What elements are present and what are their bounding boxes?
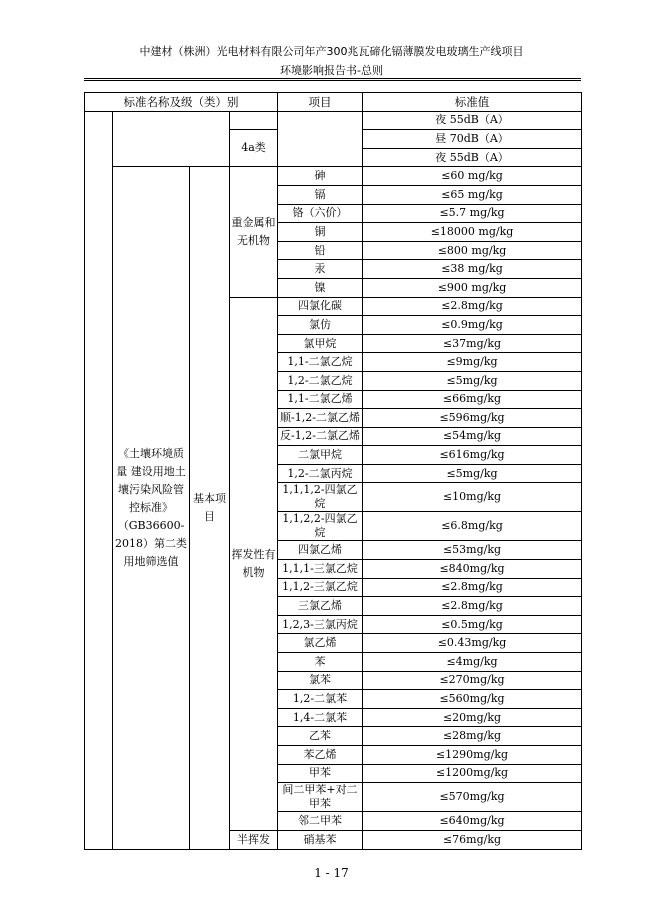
header-rule xyxy=(84,78,581,81)
item-name: 1,1-二氯乙烯 xyxy=(278,390,363,409)
item-name: 1,1-二氯乙烷 xyxy=(278,353,363,372)
item-name: 1,1,2-三氯乙烷 xyxy=(278,578,363,597)
standards-table xyxy=(84,92,582,850)
item-value: ≤270mg/kg xyxy=(363,671,582,690)
item-name: 反-1,2-二氯乙烯 xyxy=(278,427,363,446)
item-value: ≤560mg/kg xyxy=(363,690,582,709)
item-value: ≤60 mg/kg xyxy=(363,167,582,186)
class-4a-label: 4a类 xyxy=(230,130,278,167)
item-value: ≤1290mg/kg xyxy=(363,746,582,765)
outer-blank-cell xyxy=(85,111,113,849)
noise-value: 夜 55dB（A） xyxy=(363,148,582,167)
item-value: ≤54mg/kg xyxy=(363,427,582,446)
item-name: 1,4-二氯苯 xyxy=(278,708,363,727)
item-name: 铅 xyxy=(278,241,363,260)
group-semi-volatile: 半挥发 xyxy=(230,830,278,849)
item-value: ≤4mg/kg xyxy=(363,653,582,672)
column-header-item: 项目 xyxy=(278,93,363,112)
item-value: ≤900 mg/kg xyxy=(363,278,582,297)
item-value: ≤6.8mg/kg xyxy=(363,512,582,541)
item-name: 铬（六价） xyxy=(278,204,363,223)
item-name: 间二甲苯+对二甲苯 xyxy=(278,783,363,812)
item-value: ≤38 mg/kg xyxy=(363,260,582,279)
item-name: 镍 xyxy=(278,278,363,297)
item-value: ≤616mg/kg xyxy=(363,446,582,465)
item-value: ≤2.8mg/kg xyxy=(363,597,582,616)
item-value: ≤0.43mg/kg xyxy=(363,634,582,653)
item-value: ≤28mg/kg xyxy=(363,727,582,746)
soil-standard-name: 《土壤环境质量 建设用地土壤污染风险管控标准》（GB36600-2018）第二类用地筛选值 xyxy=(113,167,190,849)
group-heavy-metals: 重金属和无机物 xyxy=(230,167,278,297)
item-value: ≤37mg/kg xyxy=(363,334,582,353)
item-name: 汞 xyxy=(278,260,363,279)
item-name: 铜 xyxy=(278,223,363,242)
item-value: ≤570mg/kg xyxy=(363,783,582,812)
item-name: 1,2,3-三氯丙烷 xyxy=(278,615,363,634)
item-value: ≤18000 mg/kg xyxy=(363,223,582,242)
item-name: 苯乙烯 xyxy=(278,746,363,765)
item-value: ≤2.8mg/kg xyxy=(363,297,582,316)
table-row xyxy=(85,111,582,130)
item-value: ≤53mg/kg xyxy=(363,541,582,560)
noise-standard-cell xyxy=(113,111,230,167)
document-header-subtitle: 环境影响报告书-总则 xyxy=(280,64,383,77)
noise-item-cell xyxy=(278,111,363,167)
item-name: 氯苯 xyxy=(278,671,363,690)
item-name: 乙苯 xyxy=(278,727,363,746)
item-value: ≤5mg/kg xyxy=(363,464,582,483)
item-value: ≤800 mg/kg xyxy=(363,241,582,260)
item-value: ≤20mg/kg xyxy=(363,708,582,727)
item-value: ≤66mg/kg xyxy=(363,390,582,409)
item-value: ≤596mg/kg xyxy=(363,409,582,428)
table-row xyxy=(85,167,582,186)
group-volatile-organics: 挥发性有机物 xyxy=(230,297,278,830)
item-value: ≤5.7 mg/kg xyxy=(363,204,582,223)
item-value: ≤0.5mg/kg xyxy=(363,615,582,634)
item-value: ≤5mg/kg xyxy=(363,371,582,390)
item-name: 1,2-二氯乙烷 xyxy=(278,371,363,390)
item-value: ≤10mg/kg xyxy=(363,483,582,512)
item-value: ≤640mg/kg xyxy=(363,812,582,831)
item-name: 邻二甲苯 xyxy=(278,812,363,831)
item-value: ≤2.8mg/kg xyxy=(363,578,582,597)
item-name: 氯甲烷 xyxy=(278,334,363,353)
noise-blank-cell xyxy=(230,111,278,130)
column-header-standard: 标准名称及级（类）别 xyxy=(85,93,278,112)
column-header-value: 标准值 xyxy=(363,93,582,112)
noise-value: 夜 55dB（A） xyxy=(363,111,582,130)
item-name: 顺-1,2-二氯乙烯 xyxy=(278,409,363,428)
item-name: 氯乙烯 xyxy=(278,634,363,653)
item-name: 1,1,1,2-四氯乙烷 xyxy=(278,483,363,512)
item-value: ≤76mg/kg xyxy=(363,830,582,849)
document-header-title: 中建材（株洲）光电材料有限公司年产300兆瓦碲化镉薄膜发电玻璃生产线项目 xyxy=(139,45,524,58)
item-name: 1,2-二氯丙烷 xyxy=(278,464,363,483)
item-name: 镉 xyxy=(278,185,363,204)
item-name: 三氯乙烯 xyxy=(278,597,363,616)
item-value: ≤0.9mg/kg xyxy=(363,316,582,335)
item-value: ≤65 mg/kg xyxy=(363,185,582,204)
item-name: 四氯乙烯 xyxy=(278,541,363,560)
item-name: 二氯甲烷 xyxy=(278,446,363,465)
item-name: 1,2-二氯苯 xyxy=(278,690,363,709)
item-name: 四氯化碳 xyxy=(278,297,363,316)
item-name: 1,1,2,2-四氯乙烷 xyxy=(278,512,363,541)
basic-items-label: 基本项目 xyxy=(190,167,230,849)
item-value: ≤1200mg/kg xyxy=(363,764,582,783)
page-number: 1 - 17 xyxy=(314,866,349,880)
item-name: 硝基苯 xyxy=(278,830,363,849)
noise-value: 昼 70dB（A） xyxy=(363,130,582,149)
item-value: ≤840mg/kg xyxy=(363,560,582,579)
item-name: 砷 xyxy=(278,167,363,186)
item-name: 氯仿 xyxy=(278,316,363,335)
item-value: ≤9mg/kg xyxy=(363,353,582,372)
item-name: 1,1,1-三氯乙烷 xyxy=(278,560,363,579)
item-name: 苯 xyxy=(278,653,363,672)
item-name: 甲苯 xyxy=(278,764,363,783)
